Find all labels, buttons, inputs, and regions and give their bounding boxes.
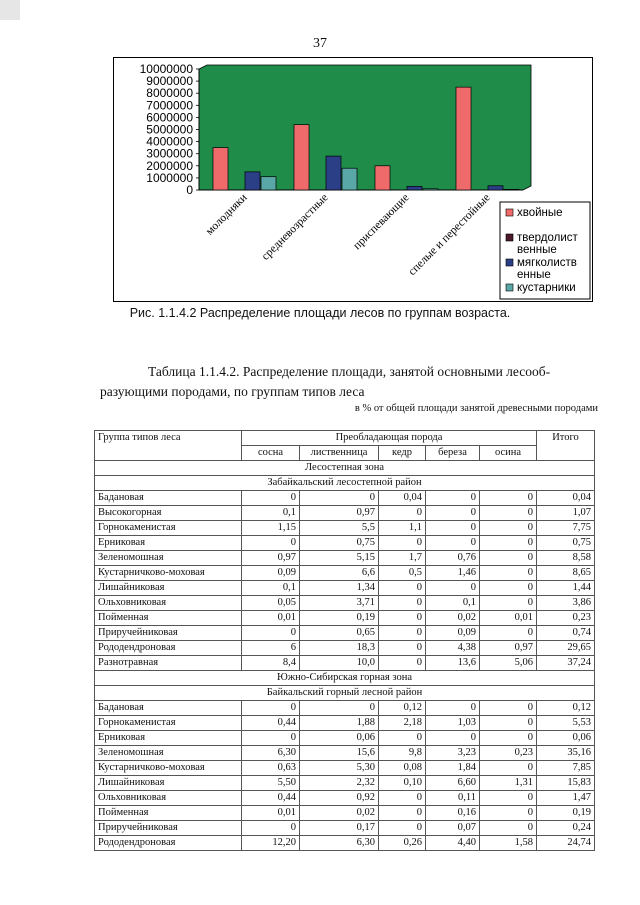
value-cell: 0 bbox=[300, 491, 379, 506]
value-cell: 1,44 bbox=[537, 581, 595, 596]
value-cell: 0,04 bbox=[537, 491, 595, 506]
value-cell: 35,16 bbox=[537, 746, 595, 761]
value-cell: 7,75 bbox=[537, 521, 595, 536]
value-cell: 0 bbox=[242, 491, 300, 506]
value-cell: 0,11 bbox=[426, 791, 480, 806]
scan-corner-mark bbox=[0, 0, 20, 20]
value-cell: 0,23 bbox=[480, 746, 537, 761]
table-row bbox=[95, 596, 595, 611]
value-cell: 9,8 bbox=[379, 746, 426, 761]
value-cell: 0 bbox=[379, 806, 426, 821]
value-cell: 0 bbox=[480, 761, 537, 776]
category-label: средневозрастные bbox=[259, 191, 331, 263]
bar-мягколиственные bbox=[488, 186, 503, 190]
legend-swatch bbox=[506, 234, 513, 241]
table-row bbox=[95, 716, 595, 731]
value-cell: 0,04 bbox=[379, 491, 426, 506]
value-cell: 1,88 bbox=[300, 716, 379, 731]
table-row bbox=[95, 536, 595, 551]
value-cell: 5,53 bbox=[537, 716, 595, 731]
value-cell: 0 bbox=[242, 821, 300, 836]
value-cell: 7,85 bbox=[537, 761, 595, 776]
value-cell: 0 bbox=[480, 491, 537, 506]
forest-type-cell: Зеленомошная bbox=[95, 551, 242, 566]
category-label: приспевающие bbox=[351, 191, 412, 253]
table-row bbox=[95, 746, 595, 761]
value-cell: 0,05 bbox=[242, 596, 300, 611]
value-cell: 1,47 bbox=[537, 791, 595, 806]
table-row bbox=[95, 806, 595, 821]
value-cell: 0,24 bbox=[537, 821, 595, 836]
table-row bbox=[95, 626, 595, 641]
value-cell: 24,74 bbox=[537, 836, 595, 851]
value-cell: 1,34 bbox=[300, 581, 379, 596]
value-cell: 0,1 bbox=[242, 506, 300, 521]
value-cell: 0,09 bbox=[242, 566, 300, 581]
header-group: Группа типов леса bbox=[95, 431, 242, 461]
value-cell: 3,86 bbox=[537, 596, 595, 611]
category-label: молодняки bbox=[203, 191, 250, 238]
table-header-row bbox=[95, 431, 595, 446]
bar-кустарники bbox=[504, 189, 519, 190]
value-cell: 1,1 bbox=[379, 521, 426, 536]
value-cell: 1,7 bbox=[379, 551, 426, 566]
bar-мягколиственные bbox=[245, 172, 260, 190]
value-cell: 0 bbox=[426, 701, 480, 716]
forest-type-cell: Ольховниковая bbox=[95, 596, 242, 611]
value-cell: 0 bbox=[242, 731, 300, 746]
plot-area bbox=[199, 65, 531, 190]
forest-type-cell: Разнотравная bbox=[95, 656, 242, 671]
value-cell: 37,24 bbox=[537, 656, 595, 671]
value-cell: 0 bbox=[379, 626, 426, 641]
y-tick-label: 1000000 bbox=[146, 170, 193, 185]
value-cell: 1,84 bbox=[426, 761, 480, 776]
value-cell: 0,1 bbox=[426, 596, 480, 611]
age-group-chart bbox=[113, 57, 593, 302]
value-cell: 0,5 bbox=[379, 566, 426, 581]
value-cell: 5,30 bbox=[300, 761, 379, 776]
value-cell: 0,02 bbox=[300, 806, 379, 821]
bar-хвойные bbox=[294, 125, 309, 190]
value-cell: 0,08 bbox=[379, 761, 426, 776]
zone-row bbox=[95, 671, 595, 686]
value-cell: 15,6 bbox=[300, 746, 379, 761]
header-total: Итого bbox=[537, 431, 595, 461]
category-label: спелые и перестойные bbox=[406, 191, 493, 278]
value-cell: 0,75 bbox=[300, 536, 379, 551]
value-cell: 0,01 bbox=[242, 806, 300, 821]
y-tick-label: 7000000 bbox=[146, 98, 193, 113]
table-row bbox=[95, 521, 595, 536]
value-cell: 0 bbox=[379, 731, 426, 746]
table-row bbox=[95, 761, 595, 776]
table-body bbox=[95, 461, 595, 851]
value-cell: 8,4 bbox=[242, 656, 300, 671]
table-row bbox=[95, 491, 595, 506]
value-cell: 0,75 bbox=[537, 536, 595, 551]
y-tick-label: 0 bbox=[186, 183, 193, 197]
value-cell: 0 bbox=[379, 506, 426, 521]
forest-type-cell: Кустарничково-моховая bbox=[95, 761, 242, 776]
table-row bbox=[95, 821, 595, 836]
table-row bbox=[95, 611, 595, 626]
y-tick-label: 6000000 bbox=[146, 110, 193, 125]
legend-swatch bbox=[506, 209, 513, 216]
value-cell: 0 bbox=[242, 701, 300, 716]
value-cell: 5,5 bbox=[300, 521, 379, 536]
table-row bbox=[95, 551, 595, 566]
value-cell: 2,18 bbox=[379, 716, 426, 731]
value-cell: 0,06 bbox=[537, 731, 595, 746]
forest-type-cell: Рододендроновая bbox=[95, 641, 242, 656]
value-cell: 0 bbox=[480, 626, 537, 641]
zone-label: Лесостепная зона bbox=[95, 461, 595, 476]
legend-label: кустарники bbox=[517, 282, 576, 294]
zone-label: Южно-Сибирская горная зона bbox=[95, 671, 595, 686]
value-cell: 0,02 bbox=[426, 611, 480, 626]
y-tick-label: 10000000 bbox=[139, 62, 193, 76]
value-cell: 0,97 bbox=[480, 641, 537, 656]
value-cell: 0,76 bbox=[426, 551, 480, 566]
table-title-line-1: Таблица 1.1.4.2. Распределение площади, занятой основными лесооб- bbox=[148, 364, 551, 379]
forest-type-cell: Ерниковая bbox=[95, 536, 242, 551]
value-cell: 5,06 bbox=[480, 656, 537, 671]
forest-type-cell: Горнокаменистая bbox=[95, 521, 242, 536]
value-cell: 6,30 bbox=[300, 836, 379, 851]
bar-кустарники bbox=[342, 168, 357, 190]
value-cell: 0 bbox=[300, 701, 379, 716]
value-cell: 0 bbox=[426, 536, 480, 551]
table-row bbox=[95, 776, 595, 791]
value-cell: 29,65 bbox=[537, 641, 595, 656]
value-cell: 0,07 bbox=[426, 821, 480, 836]
value-cell: 0,19 bbox=[300, 611, 379, 626]
table-row bbox=[95, 581, 595, 596]
value-cell: 0 bbox=[480, 821, 537, 836]
value-cell: 0 bbox=[379, 581, 426, 596]
value-cell: 0 bbox=[379, 641, 426, 656]
value-cell: 0 bbox=[480, 791, 537, 806]
table-row bbox=[95, 836, 595, 851]
value-cell: 0 bbox=[480, 551, 537, 566]
forest-type-cell: Высокогорная bbox=[95, 506, 242, 521]
legend-label: твердолист венные bbox=[517, 232, 578, 256]
value-cell: 0,44 bbox=[242, 791, 300, 806]
value-cell: 18,3 bbox=[300, 641, 379, 656]
table-row bbox=[95, 566, 595, 581]
value-cell: 0 bbox=[379, 821, 426, 836]
forest-type-cell: Горнокаменистая bbox=[95, 716, 242, 731]
table-row bbox=[95, 791, 595, 806]
y-tick-label: 8000000 bbox=[146, 86, 193, 101]
value-cell: 0 bbox=[426, 491, 480, 506]
table-row bbox=[95, 641, 595, 656]
legend-swatch bbox=[506, 284, 513, 291]
value-cell: 5,15 bbox=[300, 551, 379, 566]
forest-type-cell: Кустарничково-моховая bbox=[95, 566, 242, 581]
value-cell: 0,65 bbox=[300, 626, 379, 641]
y-tick-label: 4000000 bbox=[146, 134, 193, 149]
value-cell: 1,07 bbox=[537, 506, 595, 521]
value-cell: 15,83 bbox=[537, 776, 595, 791]
value-cell: 0 bbox=[480, 581, 537, 596]
value-cell: 0,12 bbox=[379, 701, 426, 716]
value-cell: 2,32 bbox=[300, 776, 379, 791]
value-cell: 1,46 bbox=[426, 566, 480, 581]
value-cell: 0 bbox=[379, 656, 426, 671]
legend-swatch bbox=[506, 259, 513, 266]
value-cell: 0,74 bbox=[537, 626, 595, 641]
value-cell: 6,60 bbox=[426, 776, 480, 791]
value-cell: 0,06 bbox=[300, 731, 379, 746]
table-units-note: в % от общей площади занятой древесными породами bbox=[354, 403, 598, 414]
value-cell: 1,15 bbox=[242, 521, 300, 536]
table-title-line-2: разующими породами, по группам типов леса bbox=[100, 384, 365, 399]
value-cell: 0 bbox=[480, 716, 537, 731]
value-cell: 3,71 bbox=[300, 596, 379, 611]
value-cell: 0,63 bbox=[242, 761, 300, 776]
forest-type-cell: Пойменная bbox=[95, 806, 242, 821]
value-cell: 0,26 bbox=[379, 836, 426, 851]
forest-type-cell: Лишайниковая bbox=[95, 581, 242, 596]
figure-caption: Рис. 1.1.4.2 Распределение площади лесов по группам возраста. bbox=[129, 306, 511, 320]
value-cell: 6,6 bbox=[300, 566, 379, 581]
value-cell: 5,50 bbox=[242, 776, 300, 791]
value-cell: 0,01 bbox=[242, 611, 300, 626]
table-row bbox=[95, 731, 595, 746]
value-cell: 12,20 bbox=[242, 836, 300, 851]
value-cell: 1,58 bbox=[480, 836, 537, 851]
bar-хвойные bbox=[213, 148, 228, 190]
value-cell: 6 bbox=[242, 641, 300, 656]
header-species: лиственница bbox=[300, 446, 379, 461]
value-cell: 0 bbox=[426, 581, 480, 596]
header-species: береза bbox=[426, 446, 480, 461]
value-cell: 0,44 bbox=[242, 716, 300, 731]
region-label: Байкальский горный лесной район bbox=[95, 686, 595, 701]
y-tick-label: 9000000 bbox=[146, 74, 193, 89]
table-row bbox=[95, 701, 595, 716]
forest-types-table bbox=[94, 430, 595, 851]
header-species: осина bbox=[480, 446, 537, 461]
value-cell: 0,23 bbox=[537, 611, 595, 626]
value-cell: 0 bbox=[480, 506, 537, 521]
value-cell: 1,03 bbox=[426, 716, 480, 731]
header-species: кедр bbox=[379, 446, 426, 461]
value-cell: 0 bbox=[480, 806, 537, 821]
value-cell: 0 bbox=[426, 521, 480, 536]
value-cell: 0,19 bbox=[537, 806, 595, 821]
region-label: Забайкальский лесостепной район bbox=[95, 476, 595, 491]
forest-type-cell: Ерниковая bbox=[95, 731, 242, 746]
value-cell: 0 bbox=[480, 596, 537, 611]
value-cell: 0,12 bbox=[537, 701, 595, 716]
value-cell: 8,58 bbox=[537, 551, 595, 566]
page-number: 37 bbox=[313, 36, 327, 51]
value-cell: 0,09 bbox=[426, 626, 480, 641]
table-row bbox=[95, 506, 595, 521]
header-species-group: Преобладающая порода bbox=[242, 431, 537, 446]
bar-мягколиственные bbox=[326, 156, 341, 190]
forest-type-cell: Пойменная bbox=[95, 611, 242, 626]
region-row bbox=[95, 686, 595, 701]
forest-type-cell: Бадановая bbox=[95, 491, 242, 506]
y-tick-label: 3000000 bbox=[146, 146, 193, 161]
header-species: сосна bbox=[242, 446, 300, 461]
value-cell: 0 bbox=[480, 701, 537, 716]
table-row bbox=[95, 656, 595, 671]
region-row bbox=[95, 476, 595, 491]
value-cell: 0,10 bbox=[379, 776, 426, 791]
value-cell: 4,38 bbox=[426, 641, 480, 656]
value-cell: 0,01 bbox=[480, 611, 537, 626]
bar-хвойные bbox=[375, 166, 390, 190]
value-cell: 0 bbox=[480, 521, 537, 536]
y-tick-label: 2000000 bbox=[146, 158, 193, 173]
value-cell: 6,30 bbox=[242, 746, 300, 761]
value-cell: 0 bbox=[242, 626, 300, 641]
value-cell: 0,16 bbox=[426, 806, 480, 821]
value-cell: 0 bbox=[426, 506, 480, 521]
value-cell: 0 bbox=[242, 536, 300, 551]
forest-type-cell: Зеленомошная bbox=[95, 746, 242, 761]
bar-кустарники bbox=[423, 189, 438, 190]
forest-type-cell: Бадановая bbox=[95, 701, 242, 716]
value-cell: 3,23 bbox=[426, 746, 480, 761]
y-tick-label: 5000000 bbox=[146, 122, 193, 137]
value-cell: 0 bbox=[480, 536, 537, 551]
value-cell: 0,92 bbox=[300, 791, 379, 806]
forest-type-cell: Приручейниковая bbox=[95, 821, 242, 836]
zone-row bbox=[95, 461, 595, 476]
value-cell: 0 bbox=[426, 731, 480, 746]
value-cell: 10,0 bbox=[300, 656, 379, 671]
value-cell: 13,6 bbox=[426, 656, 480, 671]
forest-type-cell: Рододендроновая bbox=[95, 836, 242, 851]
value-cell: 0 bbox=[379, 611, 426, 626]
value-cell: 0 bbox=[379, 596, 426, 611]
forest-type-cell: Лишайниковая bbox=[95, 776, 242, 791]
value-cell: 0 bbox=[480, 566, 537, 581]
value-cell: 0,97 bbox=[242, 551, 300, 566]
value-cell: 0 bbox=[480, 731, 537, 746]
value-cell: 0,17 bbox=[300, 821, 379, 836]
bar-кустарники bbox=[261, 177, 276, 190]
value-cell: 1,31 bbox=[480, 776, 537, 791]
legend-label: мягколиств енные bbox=[517, 257, 577, 281]
value-cell: 0 bbox=[379, 791, 426, 806]
legend-label: хвойные bbox=[517, 207, 563, 219]
table-title bbox=[100, 362, 595, 402]
forest-type-cell: Приручейниковая bbox=[95, 626, 242, 641]
value-cell: 0,1 bbox=[242, 581, 300, 596]
bar-мягколиственные bbox=[407, 186, 422, 190]
forest-type-cell: Ольховниковая bbox=[95, 791, 242, 806]
bar-хвойные bbox=[456, 87, 471, 190]
chart-svg bbox=[113, 57, 593, 302]
value-cell: 4,40 bbox=[426, 836, 480, 851]
value-cell: 0,97 bbox=[300, 506, 379, 521]
value-cell: 8,65 bbox=[537, 566, 595, 581]
value-cell: 0 bbox=[379, 536, 426, 551]
